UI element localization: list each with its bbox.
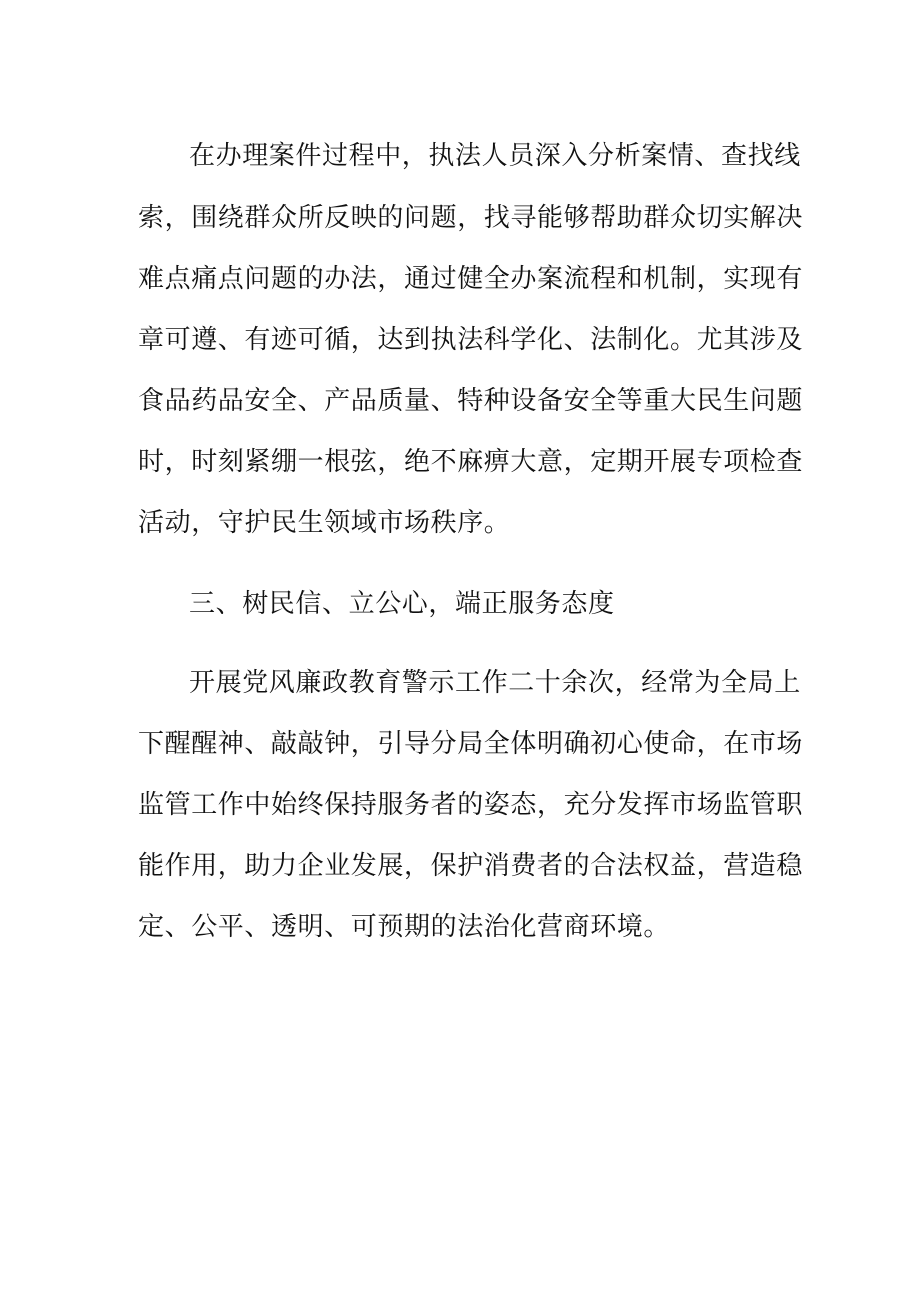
paragraph-1-line-6: 时，时刻紧绷一根弦，绝不麻痹大意，定期开展专项检查 bbox=[138, 447, 804, 477]
section-heading-3: 三、树民信、立公心，端正服务态度 bbox=[189, 589, 615, 619]
paragraph-2-line-4: 能作用，助力企业发展，保护消费者的合法权益，营造稳 bbox=[138, 851, 804, 881]
paragraph-2-line-2: 下醒醒神、敲敲钟，引导分局全体明确初心使命，在市场 bbox=[138, 729, 804, 759]
paragraph-1-line-7: 活动，守护民生领域市场秩序。 bbox=[138, 508, 511, 538]
paragraph-1-line-3: 难点痛点问题的办法，通过健全办案流程和机制，实现有 bbox=[138, 264, 804, 294]
paragraph-2-line-5: 定、公平、透明、可预期的法治化营商环境。 bbox=[138, 912, 671, 942]
paragraph-2-line-1: 开展党风廉政教育警示工作二十余次，经常为全局上 bbox=[189, 668, 801, 698]
paragraph-1-line-4: 章可遵、有迹可循，达到执法科学化、法制化。尤其涉及 bbox=[138, 325, 804, 355]
paragraph-1-line-2: 索，围绕群众所反映的问题，找寻能够帮助群众切实解决 bbox=[138, 203, 804, 233]
paragraph-2-line-3: 监管工作中始终保持服务者的姿态，充分发挥市场监管职 bbox=[138, 790, 804, 820]
paragraph-1-line-1: 在办理案件过程中，执法人员深入分析案情、查找线 bbox=[189, 141, 801, 171]
paragraph-1-line-5: 食品药品安全、产品质量、特种设备安全等重大民生问题 bbox=[138, 386, 804, 416]
